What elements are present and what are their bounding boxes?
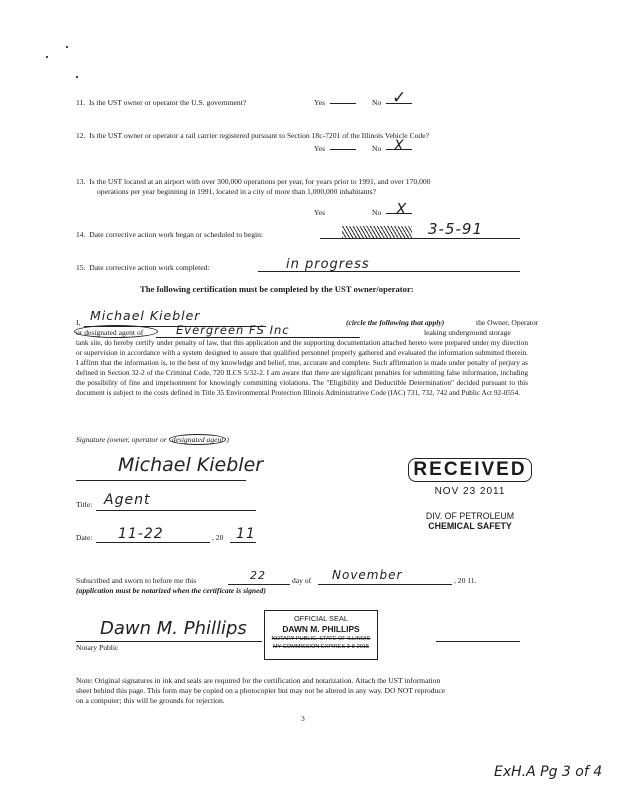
seal-title: OFFICIAL SEAL (294, 614, 348, 623)
footer-note-a: Note: Original signatures in ink and seals are required for the certification and notarization. Attach the UST information (76, 676, 441, 685)
cert-circle-note: (circle the following that apply) (346, 318, 445, 327)
cert-line2-end: leaking underground storage (424, 328, 511, 337)
cert-line1-end: the Owner, Operator (476, 318, 539, 327)
notary-month-line[interactable] (318, 584, 452, 585)
q11-no-label: No (372, 98, 382, 107)
notary-day-of: day of (292, 576, 312, 585)
subscribed-text: Subscribed and sworn to before me this (76, 576, 197, 585)
year-value: 11 (236, 526, 256, 542)
question-11: 11. Is the UST owner or operator the U.S. government? (76, 98, 247, 107)
received-text: RECEIVED (408, 458, 531, 482)
seal-line2: MY COMMISSION EXPIRES 3-8-2015 (272, 644, 370, 650)
designated-agent-circle (74, 325, 158, 338)
date-line[interactable] (96, 542, 210, 543)
q12-no-label: No (372, 144, 382, 153)
received-date: NOV 23 2011 (434, 486, 506, 497)
notary-year: , 20 11. (454, 576, 477, 585)
designated-agent-circled: designated agent (169, 434, 227, 445)
question-13-line1: 13. Is the UST located at an airport with over 300,000 operations per year, for years prior to 1991, and over 170,000 (76, 177, 431, 186)
footer-note-c: on a computer; this will be grounds for rejection. (76, 696, 225, 705)
question-13-line2: operations per year beginning in 1991, located in a city of more than 1,000,000 inhabitants? (97, 187, 376, 196)
scan-mark (76, 76, 78, 78)
question-12: 12. Is the UST owner or operator a rail carrier registered pursuant to Section 18c-7201 of the Illinois Vehicle Code? (76, 131, 429, 140)
notary-signature-line[interactable] (76, 641, 262, 642)
date-value: 11-22 (118, 526, 164, 542)
notary-month: November (332, 568, 403, 582)
year-line[interactable] (230, 542, 256, 543)
notary-day: 22 (250, 569, 266, 582)
q14-date-line[interactable] (320, 238, 520, 239)
q13-no-label: No (372, 208, 382, 217)
question-15: 15. Date corrective action work completed: (76, 263, 210, 272)
page-number: 3 (301, 714, 305, 723)
title-value: Agent (104, 492, 151, 508)
q14-date-value: 3-5-91 (428, 220, 483, 238)
owner-signature: Michael Kiebler (118, 454, 264, 476)
q12-yes-blank[interactable] (330, 149, 356, 150)
footer-note-b: sheet behind this page. This form may be copied on a photocopier but may not be altered in any way. DO NOT reproduce (76, 686, 446, 695)
scan-mark (46, 56, 48, 58)
seal-line1: NOTARY PUBLIC, STATE OF ILLINOIS (271, 636, 371, 642)
question-14: 14. Date corrective action work began or scheduled to begin: (76, 230, 264, 239)
date-label: Date: (76, 533, 93, 542)
q11-yes-blank[interactable] (330, 103, 356, 104)
notary-public-label: Notary Public (76, 643, 119, 652)
cert-name: Michael Kiebler (90, 308, 201, 323)
title-line[interactable] (96, 510, 256, 511)
signature-label: Signature (owner, operator or designated agent ) (76, 435, 229, 444)
q11-yes-label: Yes (314, 98, 326, 107)
q13-x-mark: X (396, 200, 408, 218)
q14-scribble (342, 226, 412, 238)
certification-heading: The following certification must be completed by the UST owner/operator: (140, 284, 414, 294)
received-div1: DIV. OF PETROLEUM (425, 511, 515, 521)
notary-day-line[interactable] (228, 584, 290, 585)
signature-line[interactable] (76, 480, 246, 481)
cert-line2-start: or designated agent of (76, 328, 144, 337)
scan-mark (66, 46, 68, 48)
q15-value: in progress (286, 257, 370, 272)
cert-i-label: I, (76, 318, 81, 327)
q12-yes-label: Yes (314, 144, 326, 153)
seal-name: DAWN M. PHILLIPS (282, 624, 360, 634)
received-stamp (400, 458, 540, 531)
q11-check-mark: ✓ (392, 88, 408, 108)
q13-yes-label: Yes (314, 208, 326, 217)
notary-seal (264, 610, 378, 660)
q12-x-mark: X (394, 138, 405, 154)
exhibit-label: ExH.A Pg 3 of 4 (494, 764, 603, 780)
received-div2: CHEMICAL SAFETY (428, 521, 512, 531)
notary-note: (application must be notarized when the certificate is signed) (76, 586, 266, 595)
notary-signature: Dawn M. Phillips (100, 618, 247, 639)
year-prefix: , 20 (212, 533, 224, 542)
notary-extra-line[interactable] (436, 641, 520, 642)
cert-company: Evergreen FS Inc (176, 323, 290, 337)
title-label: Title: (76, 500, 93, 509)
certification-body: tank site, do hereby certify under penalty of law, that this application and the supporting documentation attached hereto were prepared under my direction or supervision in accordance with a system designed to assure that qualified personnel properly gathered and evaluated the information submitted therein. I affirm that the information is, to the best of my knowledge and belief, true, accurate and complete. Such affirmation is made under penalty of perjury as defined in Section 32-2 of the Criminal Code, 720 ILCS 5/32-2. I am aware that there are significant penalties for submitting false information, including the possibility of fine and imprisonment for knowingly committing violations. The "Eligibility and Deductible Determination" decided pursuant to this document is subject to the costs defined in Title 35 Environmental Protection Illinois Administrative Code (IAC) 731, 732, 742 and Public Act 92-0554. (76, 338, 528, 397)
